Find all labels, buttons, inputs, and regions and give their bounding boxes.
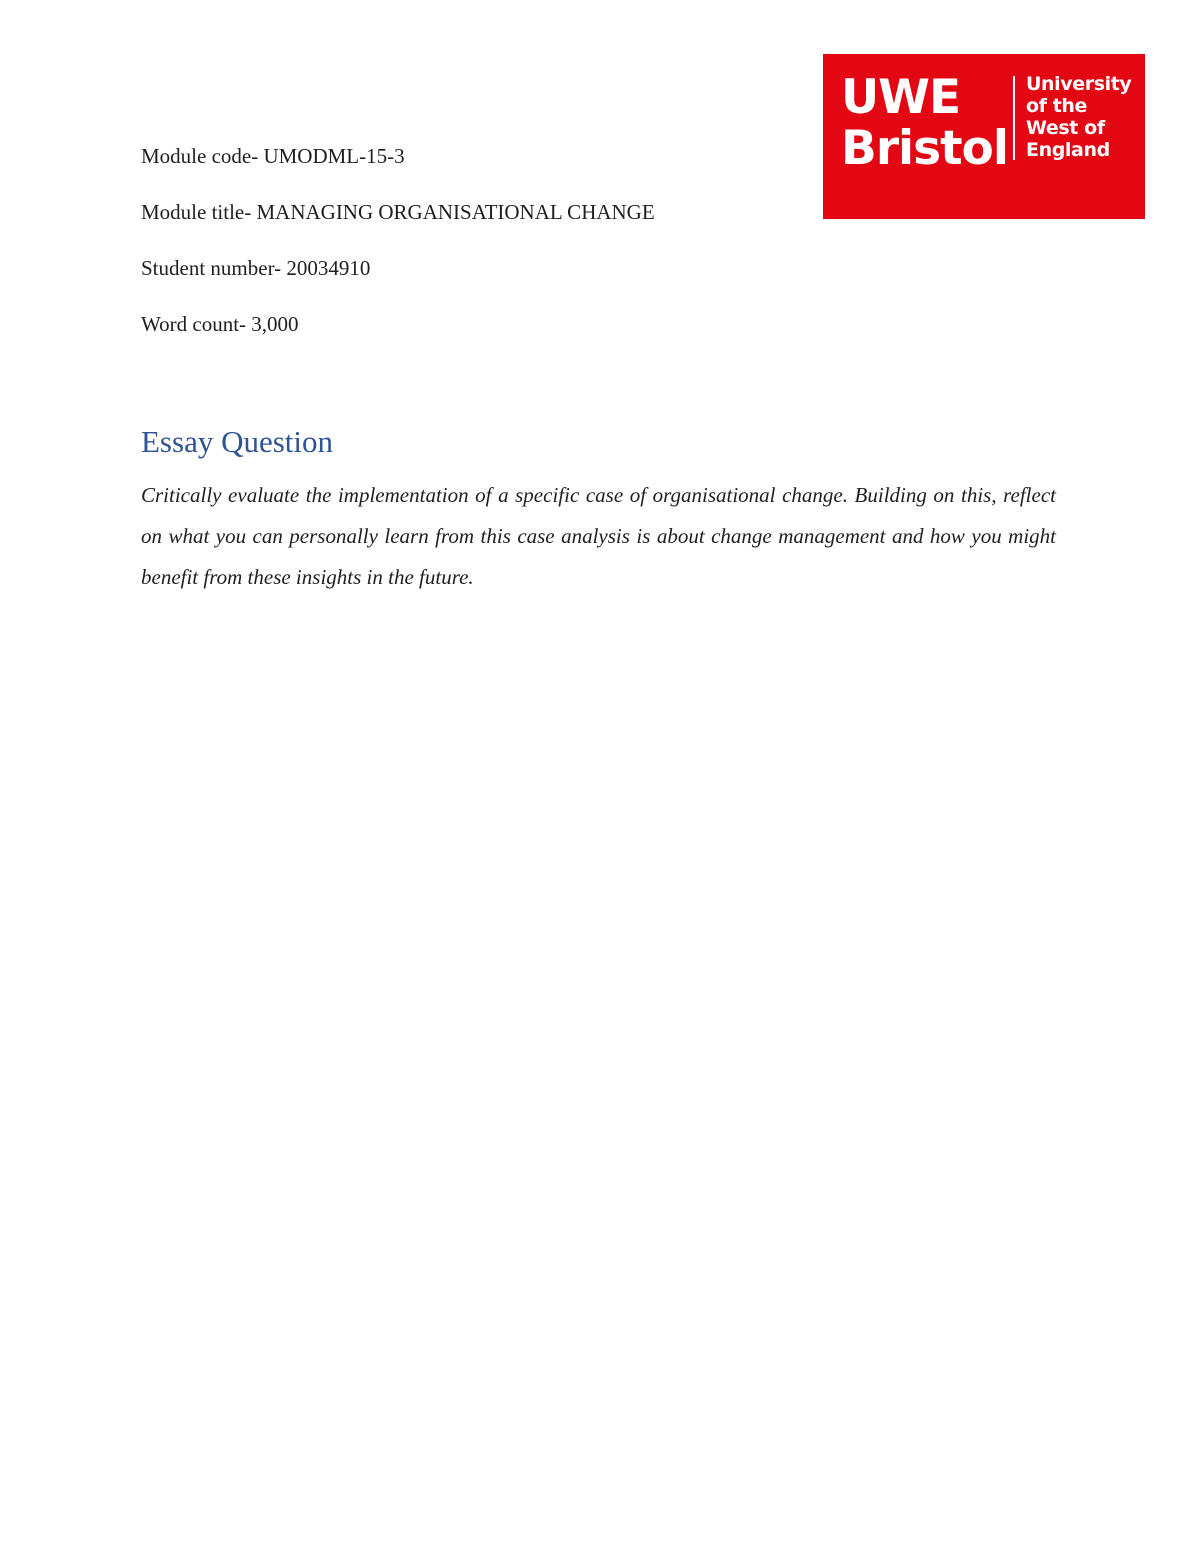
logo-main-line-2: Bristol <box>841 121 1008 176</box>
logo-sub-line-3: West of <box>1026 117 1105 139</box>
module-code: Module code- UMODML-15-3 <box>141 144 405 168</box>
logo-divider <box>1013 76 1015 160</box>
student-number: Student number- 20034910 <box>141 256 371 280</box>
submission-details <box>141 143 655 367</box>
logo-wordmark <box>841 72 1008 174</box>
logo-sub-line-4: England <box>1026 139 1110 161</box>
essay-question-heading: Essay Question <box>141 424 334 459</box>
logo-sub-line-1: University <box>1026 73 1132 95</box>
word-count: Word count- 3,000 <box>141 312 299 336</box>
uwe-bristol-logo <box>823 54 1145 219</box>
logo-university-name <box>1026 73 1131 161</box>
logo-main-line-1: UWE <box>841 70 961 125</box>
module-title: Module title- MANAGING ORGANISATIONAL CHANGE <box>141 200 655 224</box>
essay-question-text: Critically evaluate the implementation of a specific case of organisational change. Building on this, reflect on what you can personally learn from this case analysis is about change management and how you might benefit from these insights in the future. <box>141 483 1056 589</box>
logo-sub-line-2: of the <box>1026 95 1088 117</box>
